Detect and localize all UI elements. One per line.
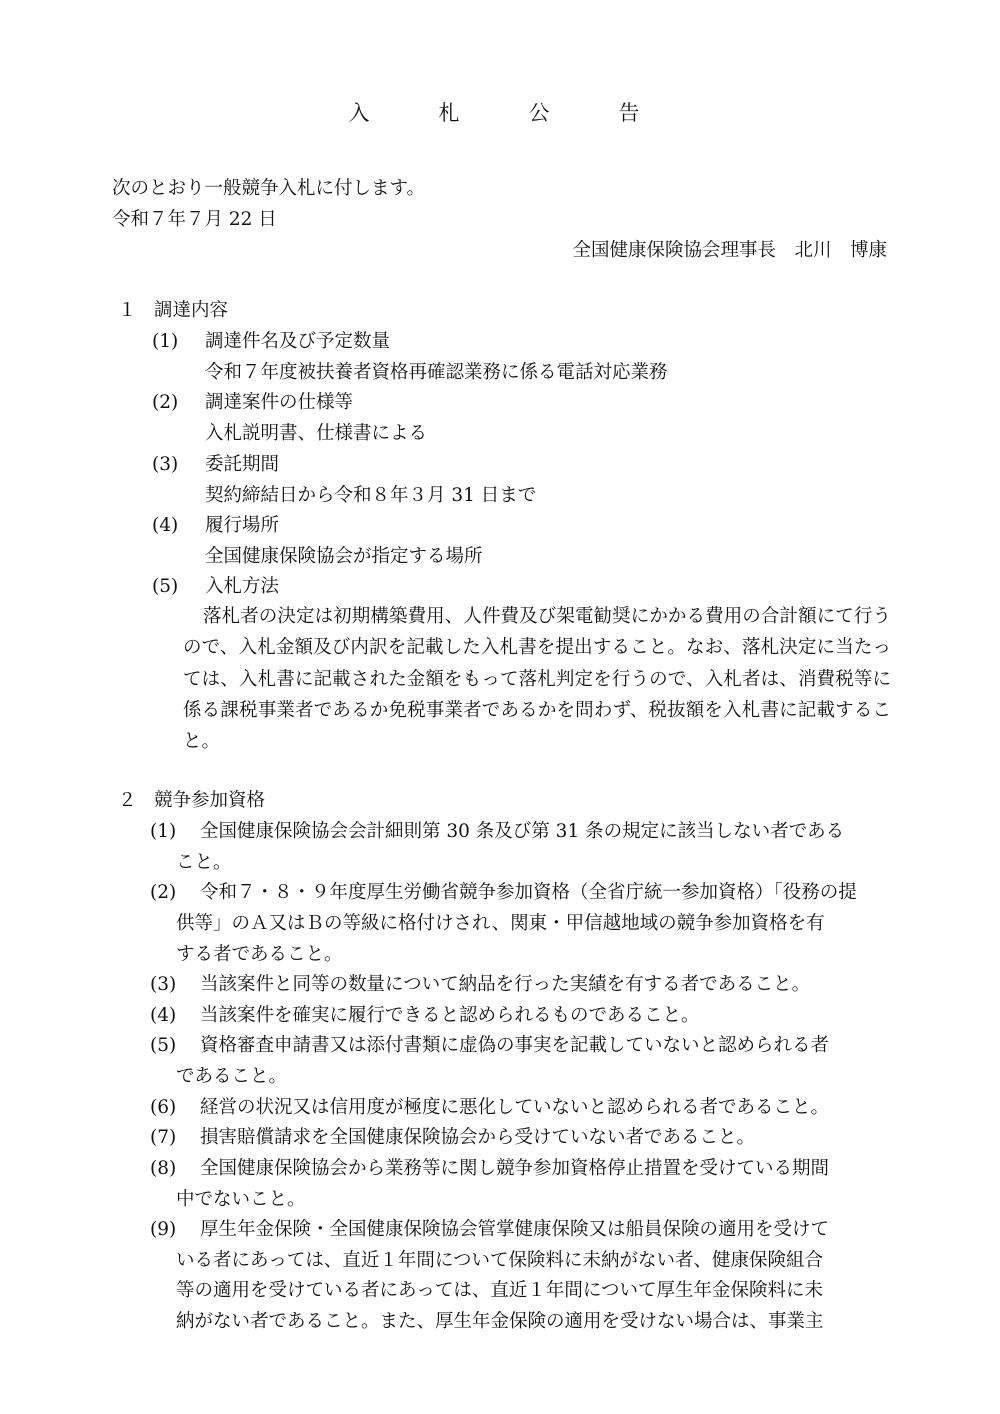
s1-item-4-label: 履行場所	[205, 515, 280, 536]
s2-item-9-line-2: いる者にあっては、直近１年間について保険料に未納がない者、健康保険組合	[176, 1250, 823, 1271]
s1-item-1-label: 調達件名及び予定数量	[205, 331, 391, 352]
notice-date: 令和７年７月 22 日	[112, 209, 277, 230]
section-2-heading: 競争参加資格	[154, 790, 266, 811]
s2-item-2-line-1: 令和７・８・９年度厚生労働省競争参加資格（全省庁統一参加資格）「役務の提	[200, 882, 857, 903]
s1-item-3-label: 委託期間	[205, 454, 280, 475]
s1-item-5-body: 落札者の決定は初期構築費用、人件費及び架電勧奨にかかる費用の合計額にて行うので、入札金額及び内訳を記載した入札書を提出すること。なお、落札決定に当たっては、入札書に記載された金額をもって落札判定を行うので、入札者は、消費税等に係る課税事業者であるか免税事業者であるかを問わず、税抜額を入札書に記載すること。	[183, 606, 891, 753]
s2-item-1-number: (1)	[150, 821, 177, 842]
s2-item-1-line-2: こと。	[176, 852, 232, 873]
s1-item-2-body: 入札説明書、仕様書による	[205, 423, 428, 444]
s2-item-5-line-2: であること。	[176, 1066, 288, 1087]
s2-item-8-line-2: 中でないこと。	[176, 1189, 306, 1210]
s1-item-3-body: 契約締結日から令和８年３月 31 日まで	[205, 485, 537, 506]
s2-item-9-line-3: 等の適用を受けている者にあっては、直近１年間について厚生年金保険料に未	[176, 1280, 823, 1301]
s2-item-9-line-1: 厚生年金保険・全国健康保険協会管掌健康保険又は船員保険の適用を受けて	[200, 1219, 830, 1240]
s1-item-5-label: 入札方法	[205, 576, 280, 597]
s1-item-1-number: (1)	[152, 331, 179, 352]
s2-item-6-line-1: 経営の状況又は信用度が極度に悪化していないと認められる者であること。	[200, 1097, 830, 1118]
s1-item-2-label: 調達案件の仕様等	[205, 392, 354, 413]
s2-item-5-line-1: 資格審査申請書又は添付書類に虚偽の事実を記載していないと認められる者	[200, 1035, 830, 1056]
s2-item-3-number: (3)	[150, 974, 177, 995]
s2-item-1-line-1: 全国健康保険協会会計細則第 30 条及び第 31 条の規定に該当しない者である	[200, 821, 845, 842]
section-2-number: ２	[118, 790, 137, 811]
s1-item-5-number: (5)	[152, 576, 179, 597]
s2-item-9-line-4: 納がない者であること。また、厚生年金保険の適用を受けない場合は、事業主	[176, 1311, 824, 1332]
s2-item-8-number: (8)	[150, 1158, 177, 1179]
s2-item-6-number: (6)	[150, 1097, 177, 1118]
section-1-number: １	[118, 300, 137, 321]
s2-item-3-line-1: 当該案件と同等の数量について納品を行った実績を有する者であること。	[200, 974, 811, 995]
s1-item-2-number: (2)	[152, 392, 179, 413]
s2-item-7-line-1: 損害賠償請求を全国健康保険協会から受けていない者であること。	[200, 1127, 756, 1148]
s2-item-2-line-2: 供等」のＡ又はＢの等級に格付けされ、関東・甲信越地域の競争参加資格を有	[176, 913, 825, 934]
s2-item-9-number: (9)	[150, 1219, 177, 1240]
s2-item-5-number: (5)	[150, 1035, 177, 1056]
s2-item-4-line-1: 当該案件を確実に履行できると認められるものであること。	[200, 1005, 700, 1026]
s1-item-1-body: 令和７年度被扶養者資格再確認業務に係る電話対応業務	[205, 362, 668, 383]
s2-item-2-number: (2)	[150, 882, 177, 903]
s1-item-3-number: (3)	[152, 454, 179, 475]
intro-text: 次のとおり一般競争入札に付します。	[112, 178, 426, 199]
section-1-heading: 調達内容	[154, 300, 229, 321]
s1-item-4-number: (4)	[152, 515, 179, 536]
document-title: 入 札 公 告	[348, 101, 664, 125]
s2-item-8-line-1: 全国健康保険協会から業務等に関し競争参加資格停止措置を受けている期間	[200, 1158, 830, 1179]
s1-item-4-body: 全国健康保険協会が指定する場所	[205, 546, 483, 567]
s2-item-2-line-3: する者であること。	[176, 944, 343, 965]
s2-item-4-number: (4)	[150, 1005, 177, 1026]
s2-item-7-number: (7)	[150, 1127, 177, 1148]
issuer-signature: 全国健康保険協会理事長 北川 博康	[572, 240, 887, 261]
